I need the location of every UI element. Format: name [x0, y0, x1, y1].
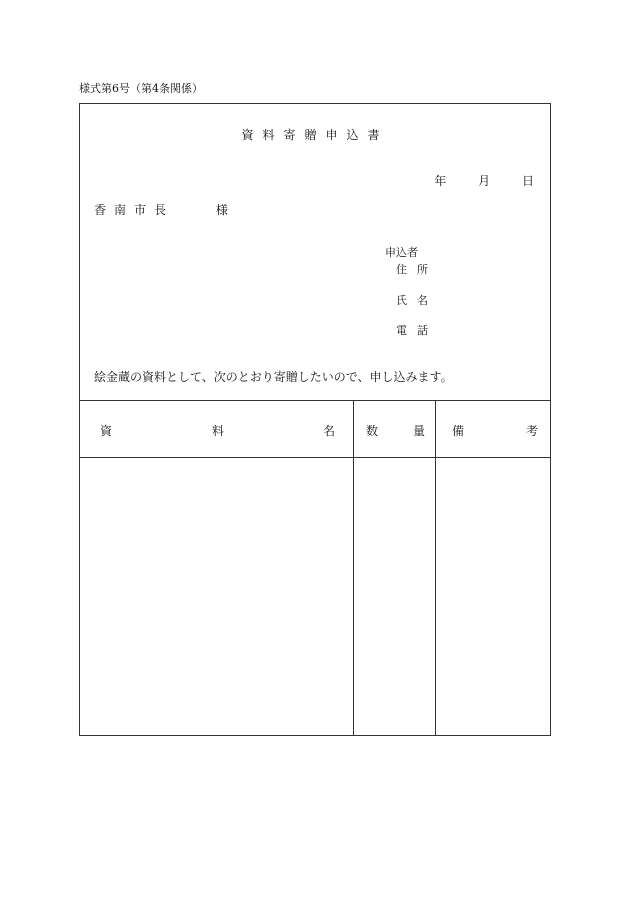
col-material-name-char-3: 名 [323, 424, 336, 438]
form-number: 様式第6号（第4条関係） [79, 82, 203, 95]
applicant-label: 申込者 [385, 246, 418, 259]
col-remarks-char-1: 備 [452, 424, 465, 438]
applicant-name-label: 氏名 [396, 294, 438, 307]
column-divider-2 [435, 400, 436, 735]
col-material-name-char-2: 料 [212, 424, 225, 438]
col-remarks-char-2: 考 [526, 424, 539, 438]
addressee-honorific: 様 [215, 203, 228, 217]
intro-text: 絵金蔵の資料として、次のとおり寄贈したいので、申し込みます。 [94, 370, 453, 384]
applicant-phone-label: 電話 [396, 324, 438, 337]
form-title: 資料寄贈申込書 [241, 128, 389, 142]
col-quantity-char-2: 量 [413, 424, 426, 438]
col-quantity-char-1: 数 [366, 424, 379, 438]
date-day: 日 [521, 174, 534, 188]
addressee [94, 201, 228, 218]
applicant-address-label: 住所 [396, 263, 438, 276]
date-month: 月 [478, 174, 491, 188]
col-material-name-char-1: 資 [100, 424, 113, 438]
application-form [79, 103, 551, 736]
column-divider-1 [353, 400, 354, 735]
table-header-rule [80, 457, 550, 458]
date-line [434, 172, 534, 189]
addressee-name: 香南市長 [94, 203, 175, 217]
table-top-rule [80, 400, 550, 401]
date-year: 年 [434, 174, 447, 188]
